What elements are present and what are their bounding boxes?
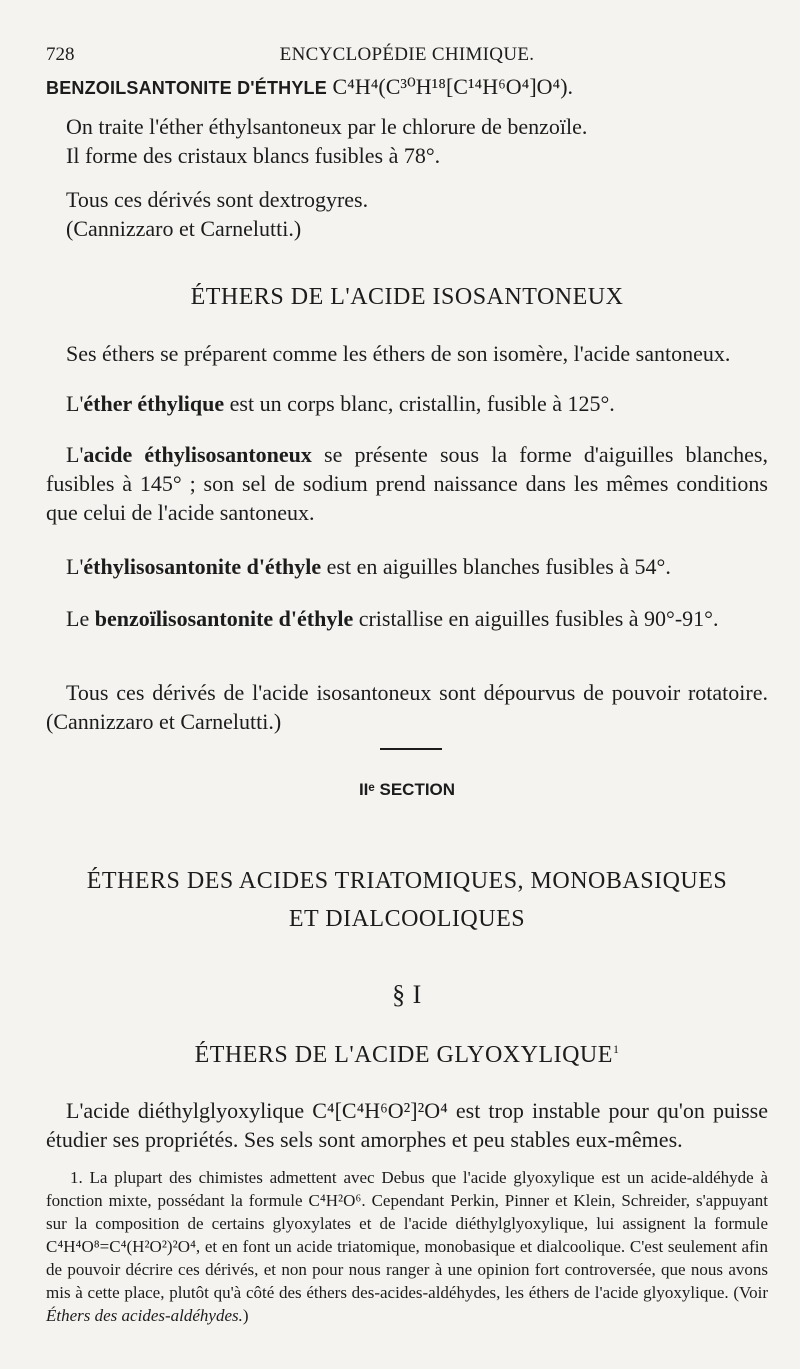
term-bold: benzoïlisosantonite d'éthyle bbox=[94, 606, 354, 631]
footnote-italic: Éthers des acides-aldéhydes. bbox=[46, 1306, 243, 1325]
paragraph-mark: § I bbox=[392, 980, 422, 1009]
page-header bbox=[46, 44, 768, 68]
entry-line: On traite l'éther éthylsantoneux par le chlorure de benzoïle. bbox=[66, 114, 588, 139]
footnote-ref: 1 bbox=[612, 1042, 620, 1056]
section-label: IIᵉ SECTION bbox=[358, 780, 456, 799]
footnote: 1. La plupart des chimistes admettent avec Debus que l'acide glyoxylique est un acide-aldéhyde à fonction mixte, possédant la formule C⁴H²O⁶. Cependant Perkin, Pinner et Klein, Schreider, s'appuyant sur la composition de certains glyoxylates et de l'acide diéthylglyoxylique, lui assignent la formule C⁴H⁴O⁸=C⁴(H²O²)²O⁴, et en font un acide triatomique, monobasique et dialcoolique. C'est seulement afin de pouvoir décrire ces dérivés, et non pour nous ranger à une opinion fort controversée, que nous avons mis à cette place, plutôt qu'à côté des éthers des-acides-aldéhydes, les éthers de l'acide glyoxylique. (Voir Éthers des acides-aldéhydes.) bbox=[46, 1168, 768, 1325]
body-paragraph: L'acide diéthylglyoxylique C⁴[C⁴H⁶O²]²O⁴ est trop instable pour qu'on puisse étudier ses propriétés. Ses sels sont amorphes et peu stables eux-mêmes. bbox=[46, 1098, 768, 1152]
entry-formula: C⁴H⁴(C³⁰H¹⁸[C¹⁴H⁶O⁴]O⁴). bbox=[332, 74, 574, 99]
page-number: 728 bbox=[46, 44, 75, 65]
paragraph-ether-ethylique: L'éther éthylique est un corps blanc, cristallin, fusible à 125°. bbox=[66, 391, 615, 416]
section-title-line2: ET DIALCOOLIQUES bbox=[288, 906, 526, 932]
running-title: ENCYCLOPÉDIE CHIMIQUE. bbox=[279, 44, 535, 65]
paragraph-acide: L'acide éthylisosantoneux se présente sous la forme d'aiguilles blanches, fusibles à 145° ; son sel de sodium prend naissance dans les mêmes conditions que celui de l'acide santoneux. bbox=[46, 442, 768, 525]
intro-paragraph: Ses éthers se préparent comme les éthers de son isomère, l'acide santoneux. bbox=[66, 341, 731, 366]
entry-title bbox=[46, 72, 768, 103]
entry-title-label: BENZOILSANTONITE D'ÉTHYLE bbox=[46, 78, 327, 98]
entry-line: Il forme des cristaux blancs fusibles à 78°. bbox=[66, 143, 441, 168]
section-heading: ÉTHERS DE L'ACIDE ISOSANTONEUX bbox=[190, 284, 624, 310]
term-bold: éthylisosantonite d'éthyle bbox=[83, 554, 322, 579]
paragraph-conclusion: Tous ces dérivés de l'acide isosantoneux sont dépourvus de pouvoir rotatoire. (Cannizzaro et Carnelutti.) bbox=[46, 680, 768, 734]
entry-citation: (Cannizzaro et Carnelutti.) bbox=[66, 216, 302, 241]
subheading: ÉTHERS DE L'ACIDE GLYOXYLIQUE$^1$ bbox=[194, 1042, 620, 1068]
entry-line: Tous ces dérivés sont dextrogyres. bbox=[66, 187, 369, 212]
term-bold: éther éthylique bbox=[83, 391, 225, 416]
term-bold: acide éthylisosantoneux bbox=[83, 442, 312, 467]
paragraph-ethylisosantonite: L'éthylisosantonite d'éthyle est en aiguilles blanches fusibles à 54°. bbox=[66, 554, 671, 579]
paragraph-benzoilisosantonite: Le benzoïlisosantonite d'éthyle cristallise en aiguilles fusibles à 90°-91°. bbox=[66, 606, 719, 631]
section-title-line1: ÉTHERS DES ACIDES TRIATOMIQUES, MONOBASIQUES bbox=[86, 868, 728, 894]
separator-rule bbox=[380, 748, 442, 750]
